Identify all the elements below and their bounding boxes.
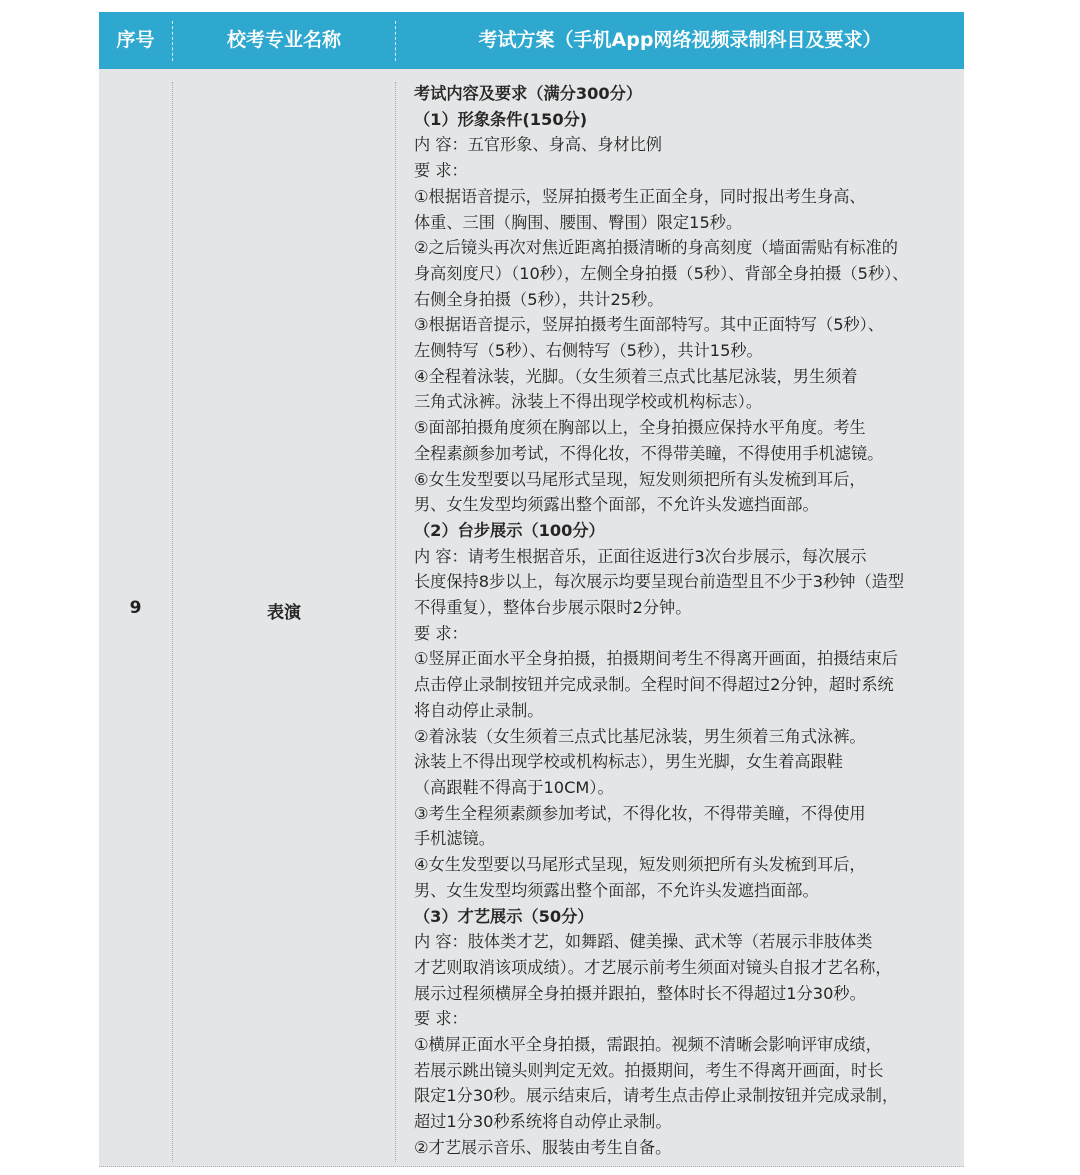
content-line: 三角式泳裤。泳装上不得出现学校或机构标志）。 bbox=[414, 392, 763, 412]
header-index: 序号 bbox=[116, 29, 155, 51]
content-line: 若展示跳出镜头则判定无效。拍摄期间，考生不得离开画面，时长 bbox=[414, 1060, 884, 1080]
content-line: 不得重复），整体台步展示限时2分钟。 bbox=[414, 598, 692, 618]
content-line: ②着泳装（女生须着三点式比基尼泳装，男生须着三角式泳裤。 bbox=[414, 726, 866, 746]
content-line: 泳装上不得出现学校或机构标志），男生光脚，女生着高跟鞋 bbox=[414, 752, 843, 772]
content-line: 长度保持8步以上，每次展示均要呈现台前造型且不少于3秒钟（造型 bbox=[414, 572, 905, 592]
section-heading: （2）台步展示（100分） bbox=[414, 520, 605, 540]
content-line: 全程素颜参加考试，不得化妆，不得带美瞳，不得使用手机滤镜。 bbox=[414, 443, 884, 463]
section-heading: （1）形象条件(150分) bbox=[414, 109, 588, 129]
table-bottom-border bbox=[99, 1166, 964, 1167]
exam-plan-content bbox=[414, 81, 954, 1161]
content-line: （高跟鞋不得高于10CM）。 bbox=[414, 777, 614, 797]
content-line: ①根据语音提示，竖屏拍摄考生正面全身，同时报出考生身高、 bbox=[414, 186, 866, 206]
section-heading: 考试内容及要求（满分300分） bbox=[414, 84, 643, 103]
content-line: ④全程着泳装，光脚。（女生须着三点式比基尼泳装，男生须着 bbox=[414, 366, 858, 386]
column-divider bbox=[395, 82, 396, 1162]
table-header bbox=[99, 12, 964, 69]
content-line: 超过1分30秒系统将自动停止录制。 bbox=[414, 1112, 672, 1132]
content-line: 男、女生发型均须露出整个面部，不允许头发遮挡面部。 bbox=[414, 495, 819, 515]
content-line: ②才艺展示音乐、服装由考生自备。 bbox=[414, 1137, 672, 1157]
content-line: ①横屏正面水平全身拍摄，需跟拍。视频不清晰会影响评审成绩， bbox=[414, 1035, 882, 1055]
content-line: ⑤面部拍摄角度须在胸部以上，全身拍摄应保持水平角度。考生 bbox=[414, 418, 866, 438]
content-line: 手机滤镜。 bbox=[414, 829, 495, 849]
content-line: 右侧全身拍摄（5秒），共计25秒。 bbox=[414, 289, 664, 309]
content-line: ④女生发型要以马尾形式呈现，短发则须把所有头发梳到耳后， bbox=[414, 855, 866, 875]
content-line: 要 求： bbox=[414, 161, 468, 181]
content-line: ③根据语音提示，竖屏拍摄考生面部特写。其中正面特写（5秒）、 bbox=[414, 315, 884, 335]
content-line: 体重、三围（胸围、腰围、臀围）限定15秒。 bbox=[414, 212, 743, 232]
content-line: 内 容：五官形象、身高、身材比例 bbox=[414, 135, 662, 155]
content-line: ③考生全程须素颜参加考试，不得化妆，不得带美瞳，不得使用 bbox=[414, 803, 866, 823]
content-line: ⑥女生发型要以马尾形式呈现，短发则须把所有头发梳到耳后， bbox=[414, 469, 866, 489]
content-line: 点击停止录制按钮并完成录制。全程时间不得超过2分钟，超时系统 bbox=[414, 675, 894, 695]
content-line: 内 容：请考生根据音乐，正面往返进行3次台步展示，每次展示 bbox=[414, 546, 867, 566]
content-line: 将自动停止录制。 bbox=[414, 700, 544, 720]
content-line: 内 容：肢体类才艺，如舞蹈、健美操、武术等（若展示非肢体类 bbox=[414, 932, 873, 952]
content-line: ②之后镜头再次对焦近距离拍摄清晰的身高刻度（墙面需贴有标准的 bbox=[414, 238, 898, 258]
content-line: 限定1分30秒。展示结束后，请考生点击停止录制按钮并完成录制， bbox=[414, 1086, 899, 1106]
content-line: 左侧特写（5秒）、右侧特写（5秒），共计15秒。 bbox=[414, 341, 763, 361]
header-major: 校考专业名称 bbox=[226, 29, 341, 51]
row-index: 9 bbox=[129, 598, 142, 618]
content-line: 展示过程须横屏全身拍摄并跟拍，整体时长不得超过1分30秒。 bbox=[414, 983, 866, 1003]
exam-plan-table bbox=[99, 12, 964, 1167]
content-line: 要 求： bbox=[414, 1009, 468, 1029]
content-line: 要 求： bbox=[414, 623, 468, 643]
header-plan: 考试方案（手机App网络视频录制科目及要求） bbox=[478, 29, 882, 51]
section-heading: （3）才艺展示（50分） bbox=[414, 906, 594, 926]
content-line: 才艺则取消该项成绩）。才艺展示前考生须面对镜头自报才艺名称， bbox=[414, 957, 892, 977]
content-line: 男、女生发型均须露出整个面部，不允许头发遮挡面部。 bbox=[414, 880, 819, 900]
content-line: 身高刻度尺）（10秒），左侧全身拍摄（5秒）、背部全身拍摄（5秒）、 bbox=[414, 263, 909, 283]
content-line: ①竖屏正面水平全身拍摄，拍摄期间考生不得离开画面，拍摄结束后 bbox=[414, 649, 898, 669]
row-major-name: 表演 bbox=[267, 603, 301, 623]
